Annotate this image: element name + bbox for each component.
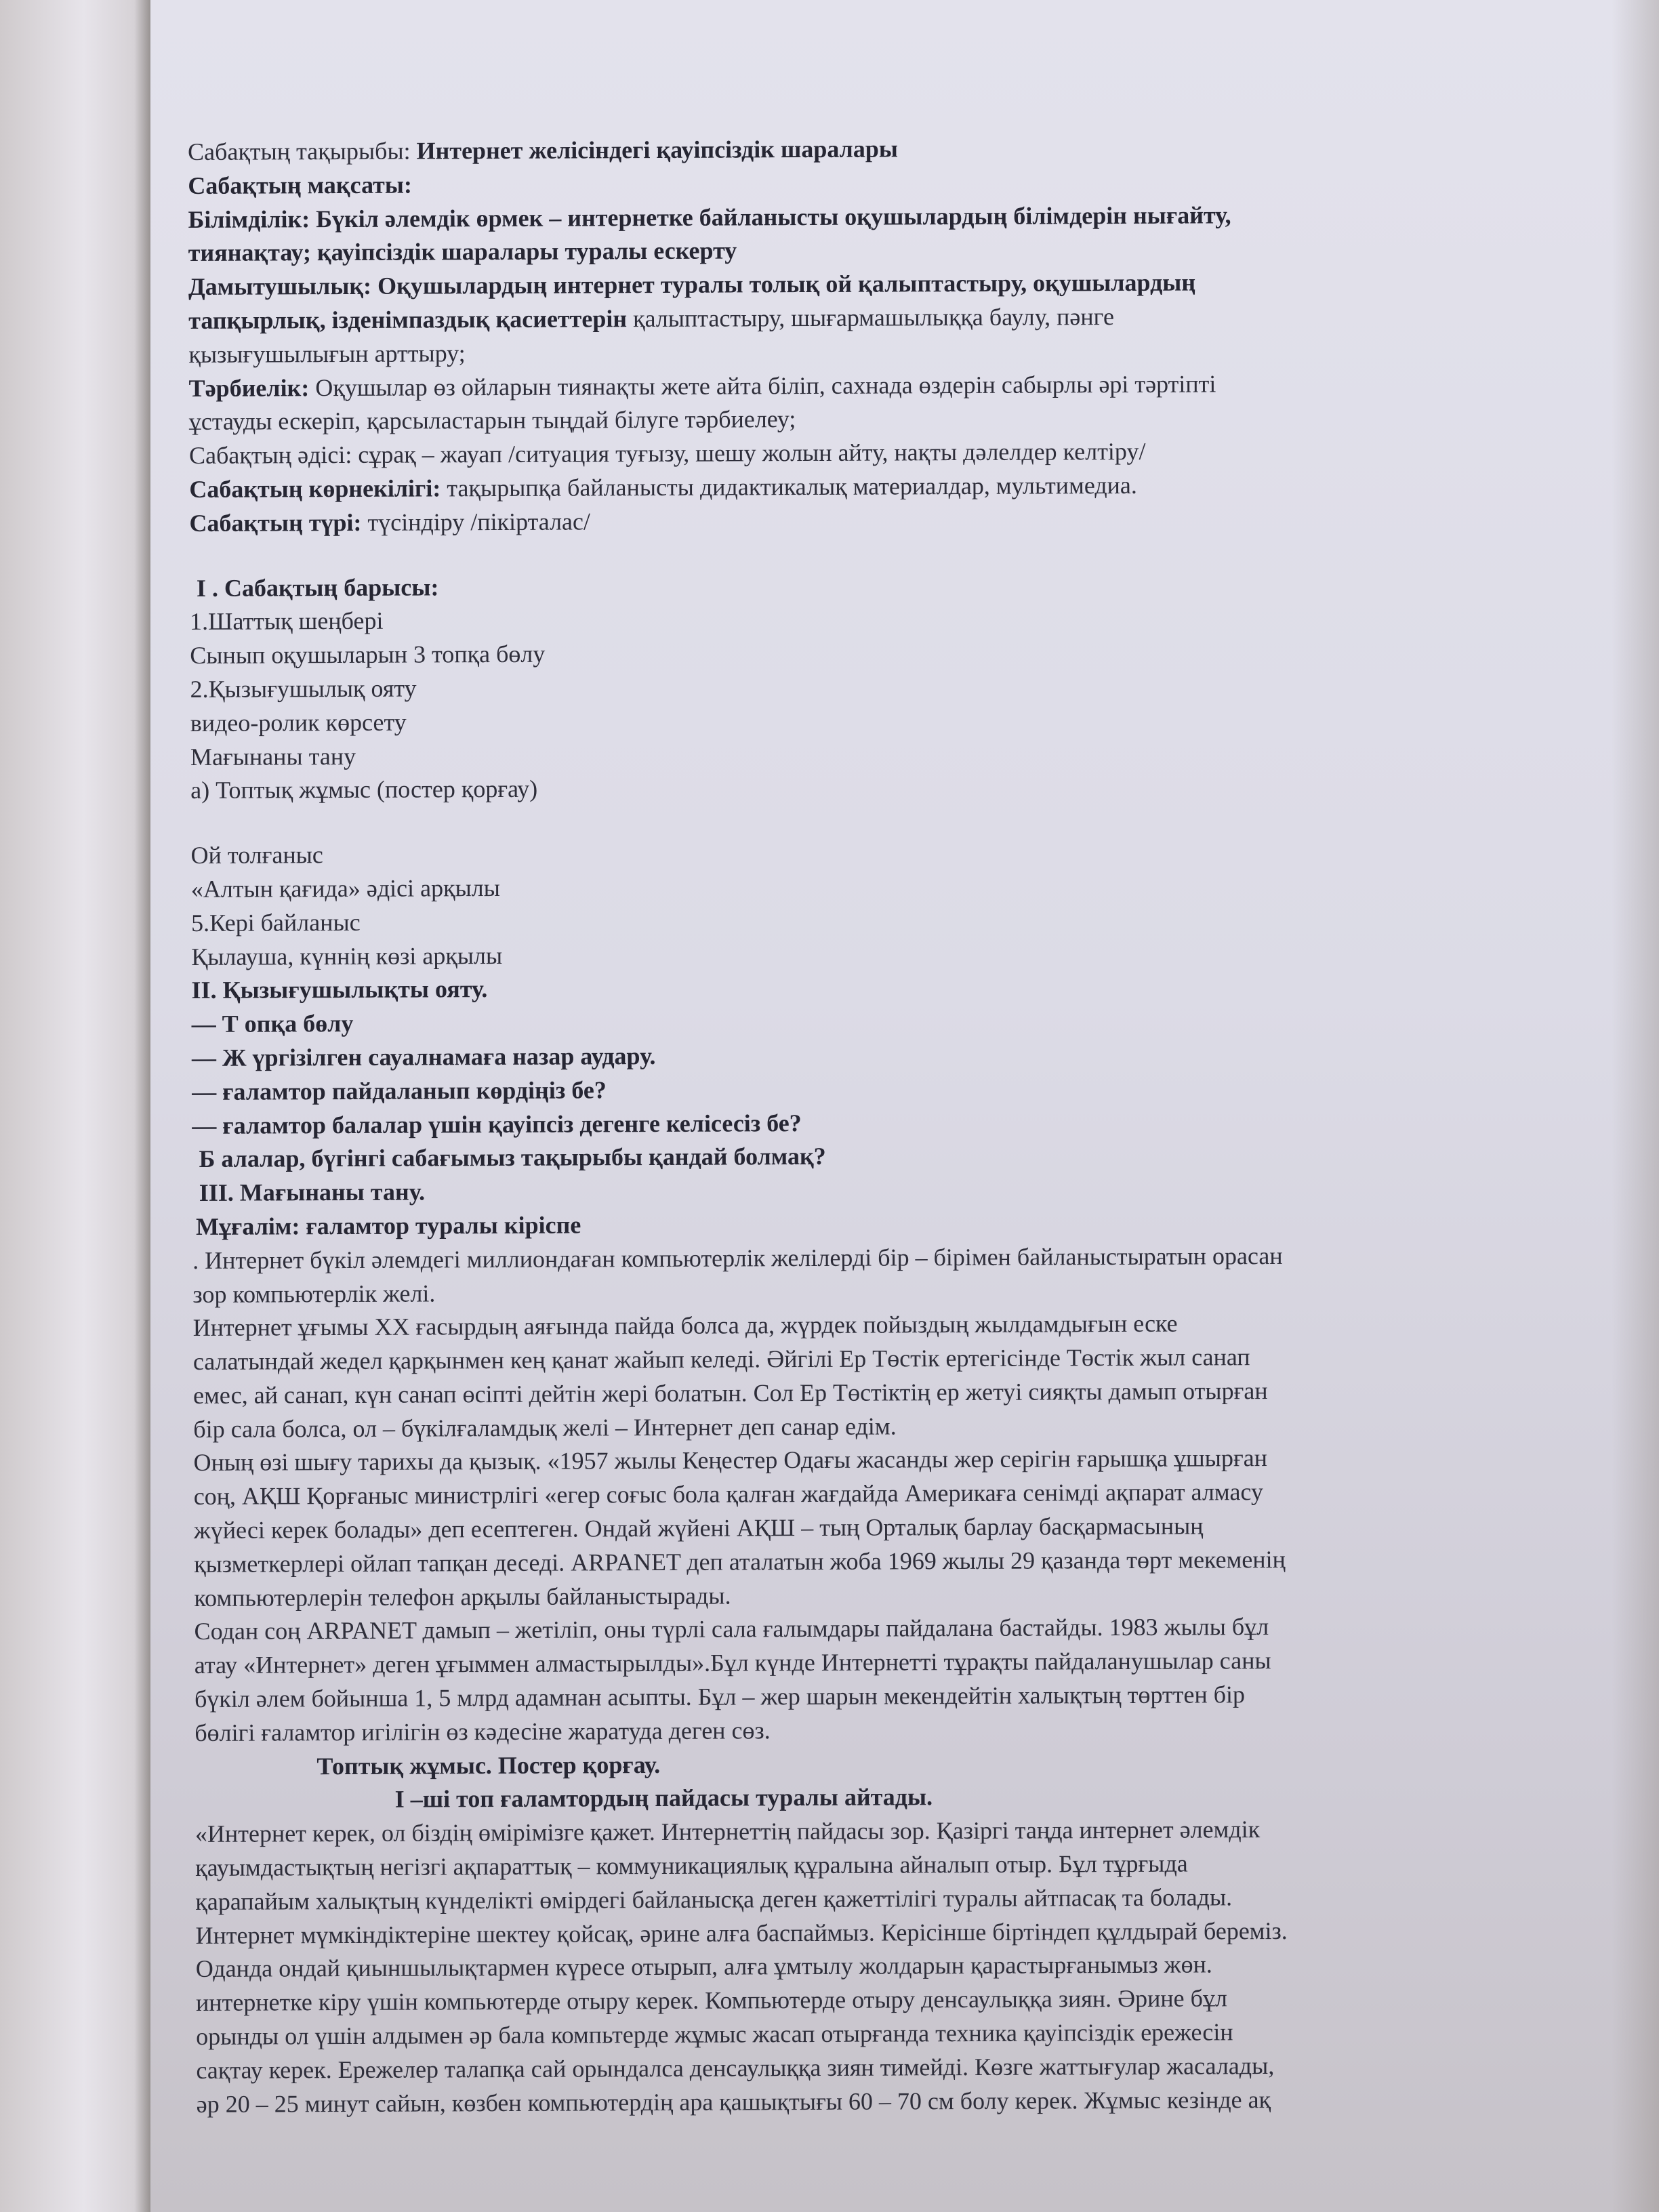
section-2-item: — ғаламтор пайдаланып көрдіңіз бе? [192,1076,607,1105]
body-line: зор компьютерлік желі. [192,1279,436,1308]
goal-educational-1: Білімділік: Бүкіл әлемдік өрмек – интернетке байланысты оқушылардың білімдерін нығайту, [188,201,1231,233]
plan-heading: І . Сабақтың барысы: [196,573,439,602]
body-line: Оның өзі шығу тарихы да қызық. «1957 жылы Кеңестер Одағы жасанды жер серігін ғарышқа ұшырған [193,1444,1268,1477]
body-line: жүйесі керек болады» деп есептеген. Ондай жүйені АҚШ – тың Орталық барлау басқармасының [193,1512,1204,1544]
document-page [150,0,1659,2212]
section-2-item: Б алалар, бүгінгі сабағымыз тақырыбы қандай болмақ? [199,1143,826,1173]
group-work-line: интернетке кіру үшін компьютерде отыру керек. Компьютерде отыру денсаулыққа зиян. Әрине бұл [195,1984,1227,2017]
body-line: бір сала болса, ол – бүкілғаламдық желі – Интернет деп санар едім. [193,1412,897,1443]
body-line: компьютерлерін телефон арқылы байланыстырады. [194,1582,731,1612]
group-work-line: «Интернет керек, ол біздің өмірімізге қажет. Интернеттің пайдасы зор. Қазіргі таңда интернет әлемдік [194,1816,1261,1848]
lesson-type: Сабақтың түрі: түсіндіру /пікірталас/ [189,508,591,537]
lesson-visual-aids: Сабақтың көрнекілігі: тақырыпқа байланысты дидактикалық материалдар, мультимедиа. [189,471,1137,503]
body-line: атау «Интернет» деген ұғыммен алмастырылды».Бұл күнде Интернетті тұрақты пайдаланушылар саны [194,1647,1271,1679]
section-2-item: — ғаламтор балалар үшін қауіпсіз дегенге келісесіз бе? [192,1109,802,1139]
section-3-heading: ІІІ. Мағынаны тану. [199,1178,426,1207]
plan-line: видео-ролик көрсету [190,708,407,737]
teacher-intro: Мұғалім: ғаламтор туралы кіріспе [195,1211,581,1240]
body-line: емес, ай санап, күн санап өсіпті дейтін жері болатын. Сол Ер Төстіктің ер жетуі сияқты дамып отырған [193,1376,1268,1409]
plan-line: Мағынаны тану [190,742,356,771]
lesson-method: Сабақтың әдісі: сұрақ – жауап /ситуация туғызу, шешу жолын айту, нақты дәлелдер келтіру/ [188,438,1146,470]
body-line: салатындай жедел қарқынмен кең қанат жайып келеді. Әйгілі Ер Төстік ертегісінде Төстік жыл санап [192,1343,1250,1376]
lesson-topic: Сабақтың тақырыбы: Интернет желісіндегі қауіпсіздік шаралары [188,135,899,165]
body-line: бөлігі ғаламтор игілігін өз кәдесіне жаратуда деген сөз. [194,1717,771,1746]
group-work-subheading: І –ші топ ғаламтордың пайдасы туралы айтады. [394,1783,933,1814]
body-line: қызметкерлері ойлап тапқан деседі. ARPANET деп аталатын жоба 1969 жылы 29 қазанда төрт мекеменің [194,1545,1286,1578]
group-work-line: Оданда ондай қиыншылықтармен күресе отырып, алға ұмтылу жолдарын қарастырғанымыз жөн. [195,1950,1212,1983]
group-work-line: қарапайым халықтың күнделікті өмірдегі байланысқа деген қажеттілігі туралы айтпасақ та болады. [195,1883,1233,1915]
group-work-line: Интернет мүмкіндіктеріне шектеу қойсақ, әрине алға баспаймыз. Керісінше біртіндеп құлдырай береміз. [195,1917,1288,1949]
document-text [188,129,1654,2122]
plan-line: Қылауша, күннің көзі арқылы [191,941,503,970]
plan-line: 2.Қызығушылық ояту [190,674,417,703]
plan-line: 5.Кері байланыс [190,908,361,937]
goal-developmental-2: тапқырлық, ізденімпаздық қасиеттерін қалыптастыру, шығармашылыққа баулу, пәнге [188,303,1114,334]
group-work-line: қауымдастықтың негізгі ақпараттық – коммуникациялық құралына айналып отыр. Бұл тұрғыда [195,1849,1188,1882]
body-line: соң, АҚШ Қорғаныс министрлігі «егер соғыс бола қалған жағдайда Америкаға сенімді ақпарат алмасу [193,1478,1263,1511]
section-2-heading: ІІ. Қызығушылықты ояту. [191,975,488,1004]
group-work-line: орынды ол үшін алдымен әр бала компьтерде жұмыс жасап отырғанда техника қауіпсіздік ережесін [196,2018,1233,2051]
plan-line: а) Топтық жұмыс (постер қорғау) [190,775,538,804]
section-2-item: — Ж үргізілген сауалнамаға назар аудару. [191,1042,656,1071]
left-page-edge [0,0,152,2212]
goal-upbringing-2: ұстауды ескеріп, қарсыластарын тыңдай білуге тәрбиелеу; [188,405,796,436]
goal-educational-2: тиянақтау; қауіпсіздік шаралары туралы ескерту [188,237,737,267]
group-work-line: әр 20 – 25 минут сайын, көзбен компьютердің ара қашықтығы 60 – 70 см болу керек. Жұмыс кезінде ақ [196,2085,1271,2118]
plan-line: Сынып оқушыларын 3 топқа бөлу [190,640,546,670]
lesson-goals-label: Сабақтың мақсаты: [188,171,412,199]
goal-upbringing-1: Тәрбиелік: Оқушылар өз ойларын тиянақты жете айта біліп, сахнада өздерін сабырлы әрі тәртіпті [188,369,1216,402]
body-line: Интернет ұғымы ХХ ғасырдың аяғында пайда болса да, жүрдек пойыздың жылдамдығын еске [192,1309,1178,1342]
section-2-item: — Т опқа бөлу [191,1010,354,1038]
body-line: . Интернет бүкіл әлемдегі миллиондаған компьютерлік желілерді бір – бірімен байланыстыратын орасан [192,1242,1283,1274]
goal-developmental-3: қызығушылығын арттыру; [188,339,466,368]
group-work-line: сақтау керек. Ережелер талапқа сай орындалса денсаулыққа зиян тимейді. Көзге жаттығулар жасалады, [196,2051,1275,2084]
plan-line: «Алтын қағида» әдісі арқылы [190,874,500,903]
goal-developmental-1: Дамытушылық: Оқушылардың интернет туралы толық ой қалыптастыру, оқушылардың [188,268,1196,301]
group-work-heading: Топтық жұмыс. Постер қорғау. [316,1750,661,1780]
body-line: бүкіл әлем бойынша 1, 5 млрд адамнан асыпты. Бұл – жер шарын мекендейтін халықтың төрттен бір [194,1681,1246,1713]
body-line: Содан соң ARPANET дамып – жетіліп, оны түрлі сала ғалымдары пайдалана бастайды. 1983 жылы бұл [194,1613,1269,1645]
plan-line: Ой толғаныс [190,841,323,869]
plan-line: 1.Шаттық шеңбері [190,607,384,636]
